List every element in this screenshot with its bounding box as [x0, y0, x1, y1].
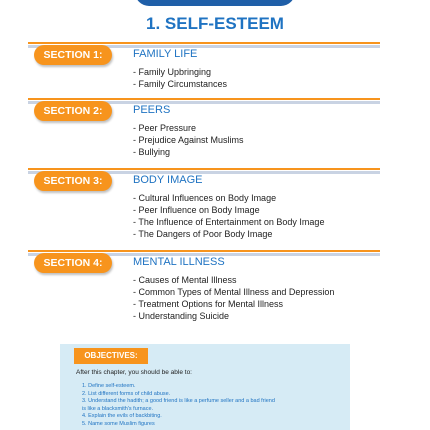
topic-list — [133, 192, 324, 240]
objectives-intro: After this chapter, you should be able to: — [76, 369, 192, 376]
objective-item: 1. Define self-esteem. — [82, 383, 136, 389]
topic-item: - Family Upbringing — [133, 67, 212, 77]
topic-list — [133, 122, 244, 158]
topic-item: - Causes of Mental Illness — [133, 275, 237, 285]
topic-item: - Common Types of Mental Illness and Depression — [133, 287, 335, 297]
topic-item: - Peer Influence on Body Image — [133, 205, 260, 215]
topic-item: - Understanding Suicide — [133, 311, 230, 321]
chapter-title: 1. SELF-ESTEEM — [146, 14, 284, 33]
objective-item: 5. Name some Muslim figures — [82, 420, 155, 427]
topic-item: - Bullying — [133, 147, 171, 157]
topic-list — [133, 66, 227, 90]
topic-item: - Family Circumstances — [133, 79, 228, 89]
section-title: BODY IMAGE — [133, 174, 203, 186]
section-badge: SECTION 3: — [34, 171, 112, 191]
section-badge: SECTION 2: — [34, 101, 112, 121]
topic-item: - Prejudice Against Muslims — [133, 135, 244, 145]
topic-item: - Cultural Influences on Body Image — [133, 193, 277, 203]
section-title: PEERS — [133, 104, 171, 116]
objective-item: 3. Understand the hadith; a good friend is like a perfume seller and a bad friend — [82, 398, 275, 404]
objectives-heading: OBJECTIVES: — [74, 348, 148, 364]
chapter-header-tab — [135, 0, 295, 6]
section-title: FAMILY LIFE — [133, 48, 198, 60]
section-badge: SECTION 4: — [34, 253, 112, 273]
objective-item: 4. Explain the evils of backbiting. — [82, 413, 162, 419]
objective-item: is like a blacksmith's furnace. — [82, 405, 154, 412]
objective-item: 2. List different forms of child abuse. — [82, 390, 171, 397]
section-badge: SECTION 1: — [34, 45, 112, 65]
topic-item: - The Dangers of Poor Body Image — [133, 229, 273, 239]
topic-list — [133, 274, 334, 322]
section-title: MENTAL ILLNESS — [133, 256, 225, 268]
objectives-box — [60, 344, 350, 430]
topic-item: - Treatment Options for Mental Illness — [133, 299, 284, 309]
objectives-list — [82, 383, 344, 428]
topic-item: - Peer Pressure — [133, 123, 197, 133]
topic-item: - The Influence of Entertainment on Body Image — [133, 217, 325, 227]
